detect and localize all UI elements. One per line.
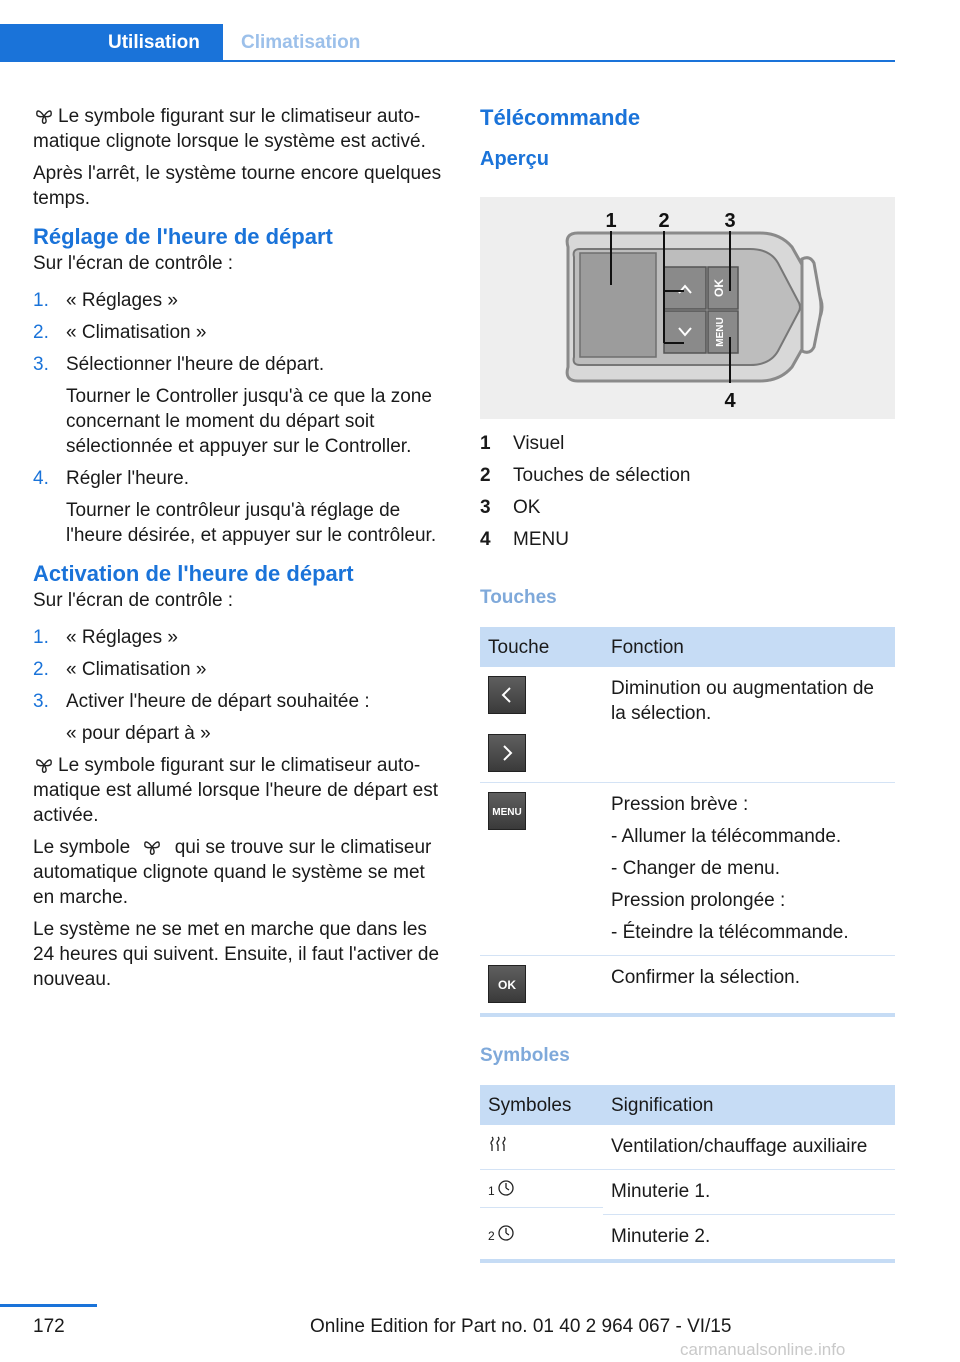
figure-callout-1: 1 [605, 210, 617, 232]
paragraph-24h: Le système ne se met en marche que dans les 24 heures qui suivent. Ensuite, il faut l'activer de nouveau. [33, 919, 440, 990]
list-item: 2. « Climatisation » [33, 659, 207, 680]
ok-key-label: OK [712, 279, 726, 297]
figure-callout-2: 2 [658, 210, 670, 232]
table-row: Ventilation/chauffage auxiliaire [480, 1125, 895, 1170]
legend-item: 1 Visuel [480, 433, 565, 454]
remote-key-figure [480, 197, 895, 419]
legend-item: 4 MENU [480, 529, 569, 550]
fan-icon [33, 756, 55, 774]
heading-symboles: Symboles [480, 1045, 570, 1066]
list-item: 3. Activer l'heure de départ souhaitée : « pour départ à » [33, 691, 370, 744]
edition-text: Online Edition for Part no. 01 40 2 964 067 - VI/15 [310, 1316, 732, 1337]
ventilation-icon [488, 1134, 508, 1154]
paragraph-symbol-blinks: Le symbole figurant sur le climatiseur automatique clignote lorsque le système est activé. [33, 106, 426, 152]
section-tabs [0, 24, 895, 62]
chevron-right-icon [488, 734, 526, 772]
heading-telecommande: Télécommande [480, 105, 641, 130]
tab-utilisation[interactable]: Utilisation [0, 24, 223, 62]
reglage-intro: Sur l'écran de contrôle : [33, 253, 234, 274]
table-header-row [480, 627, 895, 667]
heading-apercu: Aperçu [480, 148, 549, 170]
menu-key-label: MENU [715, 317, 726, 347]
paragraph-after-stop: Après l'arrêt, le système tourne encore quelques temps. [33, 163, 442, 209]
remote-key-illustration [480, 197, 895, 419]
column-header: Signification [603, 1085, 895, 1125]
column-header: Symboles [480, 1085, 603, 1125]
symboles-table [480, 1085, 895, 1263]
heading-touches: Touches [480, 587, 557, 608]
heading-reglage: Réglage de l'heure de départ [33, 224, 333, 249]
activation-intro: Sur l'écran de contrôle : [33, 590, 234, 611]
list-item: 1. « Réglages » [33, 627, 178, 648]
list-item: 1. « Réglages » [33, 290, 178, 311]
figure-callout-4: 4 [724, 390, 736, 412]
reglage-steps [33, 288, 445, 548]
table-row: 2 Minuterie 2. [480, 1215, 895, 1262]
column-header: Fonction [603, 627, 895, 667]
table-row: 1 Minuterie 1. [480, 1170, 895, 1215]
tab-climatisation[interactable]: Climatisation [241, 32, 361, 53]
table-row: OK Confirmer la sélection. [480, 956, 895, 1016]
timer-2-icon [497, 1224, 515, 1242]
heading-activation: Activation de l'heure de départ [33, 561, 354, 586]
fan-icon [33, 107, 55, 125]
watermark: carmanualsonline.info [680, 1340, 846, 1359]
list-item: 3. Sélectionner l'heure de départ. Tourner le Controller jusqu'à ce que la zone concernant le moment du départ soit sélectionnée et appuyer sur le Controller. [33, 354, 432, 457]
figure-callout-3: 3 [724, 210, 736, 232]
table-header-row [480, 1085, 895, 1125]
ok-key-icon [488, 965, 526, 1003]
figure-legend [480, 431, 895, 559]
chevron-left-icon [488, 676, 526, 714]
menu-key-icon [488, 792, 526, 830]
activation-steps [33, 625, 445, 746]
left-column [33, 104, 445, 999]
list-item: 2. « Climatisation » [33, 322, 207, 343]
timer-1-icon [497, 1179, 515, 1197]
fan-icon [141, 838, 163, 856]
legend-item: 3 OK [480, 497, 541, 518]
paragraph-symbol-flash: Le symbole qui se trouve sur le climatiseur automatique clignote quand le système se met en marche. [33, 837, 432, 908]
paragraph-symbol-lit: Le symbole figurant sur le climatiseur automatique est allumé lorsque l'heure de départ est activée. [33, 755, 438, 826]
page-number: 172 [33, 1316, 65, 1337]
column-header: Touche [480, 627, 603, 667]
right-column [480, 104, 895, 1263]
touches-table [480, 627, 895, 1017]
menu-key-text: MENU [492, 807, 522, 818]
legend-item: 2 Touches de sélection [480, 465, 691, 486]
table-row: MENU Pression brève : - Allumer la télécommande. - Changer de menu. Pression prolongée : - Éteindre la télécommande. [480, 783, 895, 956]
list-item: 4. Régler l'heure. Tourner le contrôleur jusqu'à réglage de l'heure désirée, et appuyer sur le contrôleur. [33, 468, 437, 546]
table-row: Diminution ou augmentation de la sélection. [480, 667, 895, 783]
footer-rule [0, 1304, 97, 1307]
ok-key-text: OK [498, 978, 516, 992]
